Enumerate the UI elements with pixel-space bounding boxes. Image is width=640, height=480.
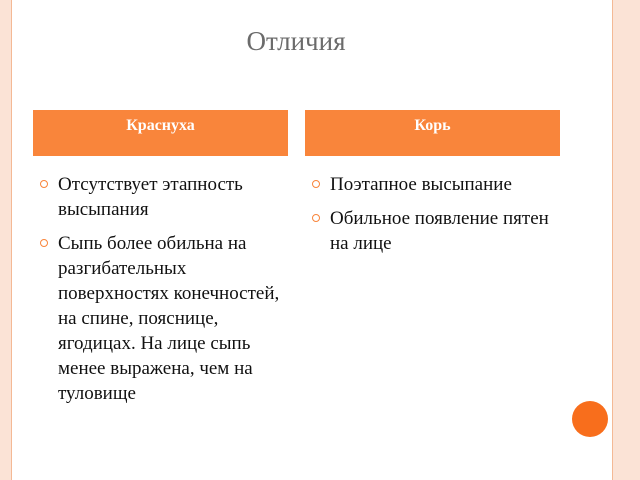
- rubella-list: [40, 172, 290, 415]
- list-item-text: Отсутствует этапность высыпания: [58, 174, 243, 220]
- column-header-measles: Корь: [305, 110, 560, 156]
- ring-bullet-icon: [312, 214, 320, 222]
- list-item: [40, 231, 290, 406]
- list-item: [40, 172, 290, 222]
- list-item-text: Поэтапное высыпание: [330, 174, 512, 195]
- ring-bullet-icon: [312, 180, 320, 188]
- column-header-rubella: Краснуха: [33, 110, 288, 156]
- measles-list: [312, 172, 562, 265]
- left-border-decoration: [0, 0, 11, 480]
- list-item-text: Обильное появление пятен на лице: [330, 208, 549, 254]
- slide-title: Отличия: [246, 26, 346, 56]
- list-item: [312, 172, 562, 197]
- left-border-line: [11, 0, 12, 480]
- right-border-decoration: [613, 0, 640, 480]
- decorative-circle: [572, 401, 608, 437]
- ring-bullet-icon: [40, 180, 48, 188]
- ring-bullet-icon: [40, 239, 48, 247]
- list-item-text: Сыпь более обильна на разгибательных поверхностях конечностей, на спине, пояснице, ягодицах. На лице сыпь менее выражена, чем на туловище: [58, 233, 280, 404]
- list-item: [312, 206, 562, 256]
